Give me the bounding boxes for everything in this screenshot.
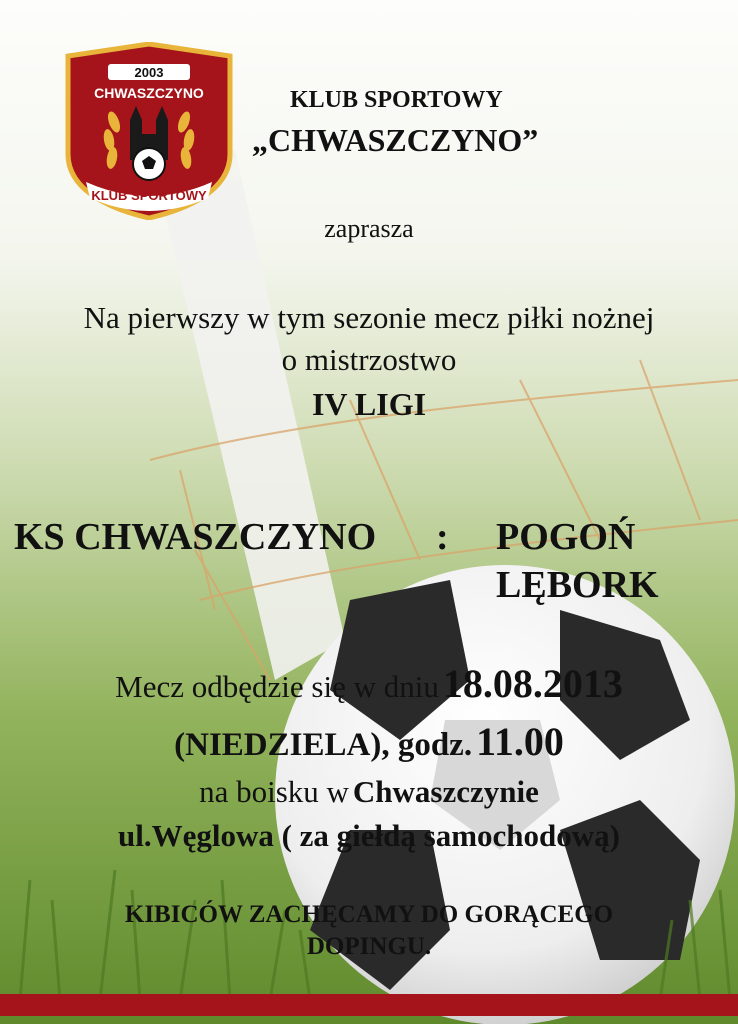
invite-text: zaprasza	[324, 214, 414, 243]
match-separator: :	[436, 516, 449, 558]
club-name: „CHWASZCZYNO”	[252, 122, 539, 158]
date-line	[0, 661, 738, 706]
date-prefix: Mecz odbędzie się w dniu	[115, 669, 439, 704]
footer-line1: KIBICÓW ZACHĘCAMY DO GORĄCEGO	[124, 901, 614, 928]
crest-top-text: CHWASZCZYNO	[94, 85, 204, 101]
street-address: ul.Węglowa ( za giełdą samochodową)	[117, 818, 620, 853]
crest-bottom-text: KLUB SPORTOWY	[91, 188, 207, 203]
match-time: 11.00	[476, 719, 564, 764]
away-team-line2: LĘBORK	[496, 564, 659, 606]
match-place: Chwaszczynie	[352, 774, 539, 809]
home-team: KS CHWASZCZYNO	[14, 516, 377, 558]
time-line	[0, 719, 738, 764]
away-team-line1: POGOŃ	[496, 516, 636, 558]
crest-year: 2003	[134, 65, 164, 80]
place-prefix: na boisku w	[199, 774, 349, 809]
club-label: KLUB SPORTOWY	[290, 87, 503, 113]
footer-line2: DOPINGU.	[306, 933, 432, 960]
intro-line: Na pierwszy w tym sezonie mecz piłki nożnej	[83, 300, 655, 335]
match-date: 18.08.2013	[442, 661, 623, 706]
place-line	[0, 776, 738, 807]
bottom-bar	[0, 994, 738, 1016]
club-crest-logo	[64, 42, 234, 220]
match-day: (NIEDZIELA), godz.	[174, 727, 473, 763]
league-name: IV LIGI	[311, 386, 427, 422]
championship-line: o mistrzostwo	[281, 342, 457, 377]
